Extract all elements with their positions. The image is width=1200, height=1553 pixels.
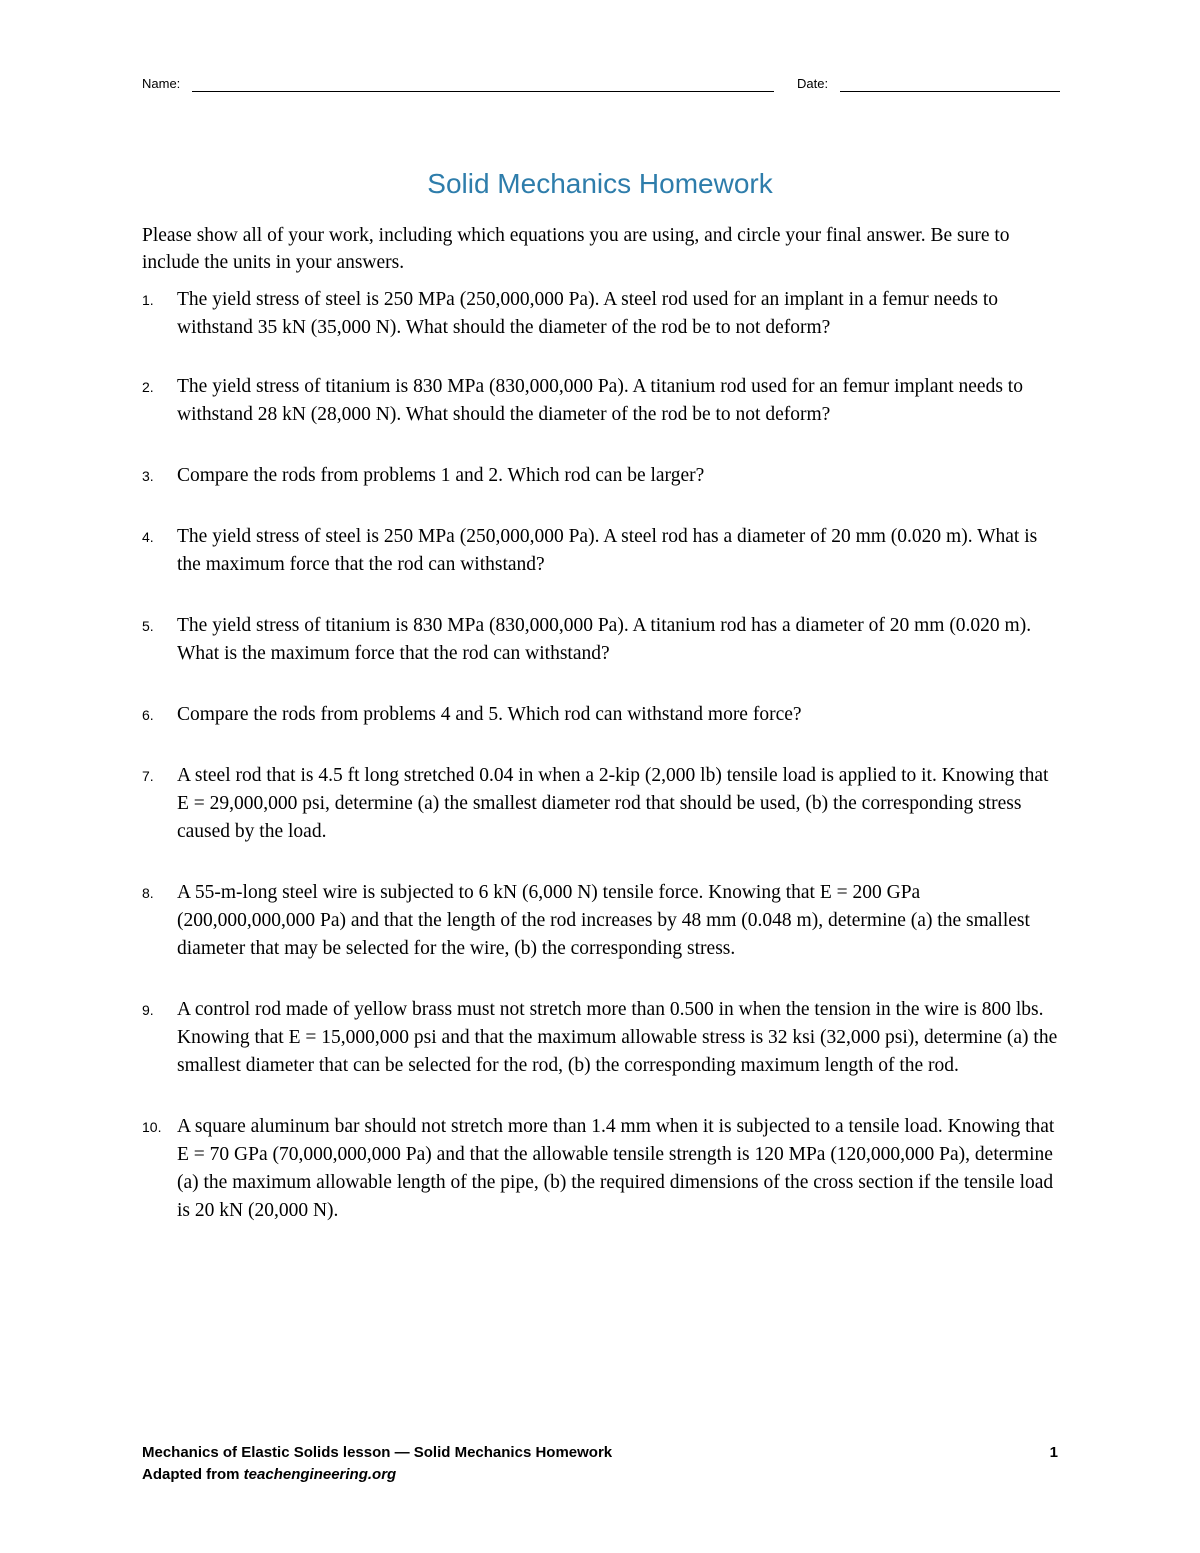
date-line[interactable] [840, 91, 1060, 92]
problem-item [142, 879, 1062, 963]
problem-number: 2. [142, 379, 154, 395]
problem-number: 8. [142, 885, 154, 901]
footer-lesson-title: Mechanics of Elastic Solids lesson — Solid Mechanics Homework [142, 1444, 613, 1461]
problem-item [142, 762, 1062, 846]
problem-text: A square aluminum bar should not stretch more than 1.4 mm when it is subjected to a tensile load. Knowing that E = 70 GPa (70,000,000,000 Pa) and that the allowable tensile strength is 120 MPa (120,000,000 Pa), determine (a) the maximum allowable length of the pipe, (b) the required dimensions of the cross section if the tensile load is 20 kN (20,000 N). [177, 1116, 1055, 1221]
header-fields [142, 72, 1060, 96]
instructions: Please show all of your work, including which equations you are using, and circle your final answer. Be sure to include the units in your answers. [142, 225, 1010, 273]
problem-text: A 55-m-long steel wire is subjected to 6 kN (6,000 N) tensile force. Knowing that E = 200 GPa (200,000,000,000 Pa) and that the length of the rod increases by 48 mm (0.048 m), determine (a) the smallest diameter that may be selected for the wire, (b) the corresponding stress. [177, 882, 1030, 959]
problem-number: 1. [142, 292, 154, 308]
footer-source-link[interactable]: teachengineering.org [243, 1466, 397, 1483]
problem-text: A steel rod that is 4.5 ft long stretched 0.04 in when a 2-kip (2,000 lb) tensile load is applied to it. Knowing that E = 29,000,000 psi, determine (a) the smallest diameter rod that should be used, (b) the corresponding stress caused by the load. [177, 765, 1049, 842]
footer-attribution [142, 1464, 1060, 1486]
problem-item [142, 1113, 1062, 1225]
problem-item [142, 523, 1062, 579]
problem-text: The yield stress of titanium is 830 MPa (830,000,000 Pa). A titanium rod has a diameter of 20 mm (0.020 m). What is the maximum force that the rod can withstand? [177, 615, 1032, 664]
name-label: Name: [142, 76, 181, 91]
problem-number: 7. [142, 768, 154, 784]
problem-number: 10. [142, 1119, 162, 1135]
footer-adapted-prefix: Adapted from [142, 1466, 244, 1483]
problem-item [142, 612, 1062, 668]
page-title: Solid Mechanics Homework [427, 168, 773, 199]
page-footer [142, 1442, 1060, 1486]
problem-item [142, 462, 1062, 490]
problem-text: Compare the rods from problems 4 and 5. Which rod can withstand more force? [177, 704, 802, 725]
page-number: 1 [1049, 1444, 1058, 1461]
problem-item [142, 373, 1062, 429]
problem-text: A control rod made of yellow brass must not stretch more than 0.500 in when the tension in the wire is 800 lbs. Knowing that E = 15,000,000 psi and that the maximum allowable stress is 32 ksi (32,000 psi), determine (a) the smallest diameter that can be selected for the rod, (b) the corresponding maximum length of the rod. [177, 999, 1058, 1076]
problem-number: 5. [142, 618, 154, 634]
problem-number: 4. [142, 529, 154, 545]
problem-list [142, 286, 1062, 1225]
problem-number: 3. [142, 468, 154, 484]
name-line[interactable] [192, 91, 774, 92]
date-label: Date: [797, 76, 829, 91]
problem-text: The yield stress of steel is 250 MPa (250,000,000 Pa). A steel rod has a diameter of 20 mm (0.020 m). What is the maximum force that the rod can withstand? [177, 526, 1038, 575]
problem-text: Compare the rods from problems 1 and 2. Which rod can be larger? [177, 465, 705, 486]
problem-text: The yield stress of steel is 250 MPa (250,000,000 Pa). A steel rod used for an implant in a femur needs to withstand 35 kN (35,000 N). What should the diameter of the rod be to not deform? [177, 289, 999, 338]
problem-number: 6. [142, 707, 154, 723]
problem-item [142, 286, 1062, 342]
problem-number: 9. [142, 1002, 154, 1018]
problem-item [142, 996, 1062, 1080]
problem-item [142, 701, 1062, 729]
problem-text: The yield stress of titanium is 830 MPa (830,000,000 Pa). A titanium rod used for an femur implant needs to withstand 28 kN (28,000 N). What should the diameter of the rod be to not deform? [177, 376, 1023, 425]
